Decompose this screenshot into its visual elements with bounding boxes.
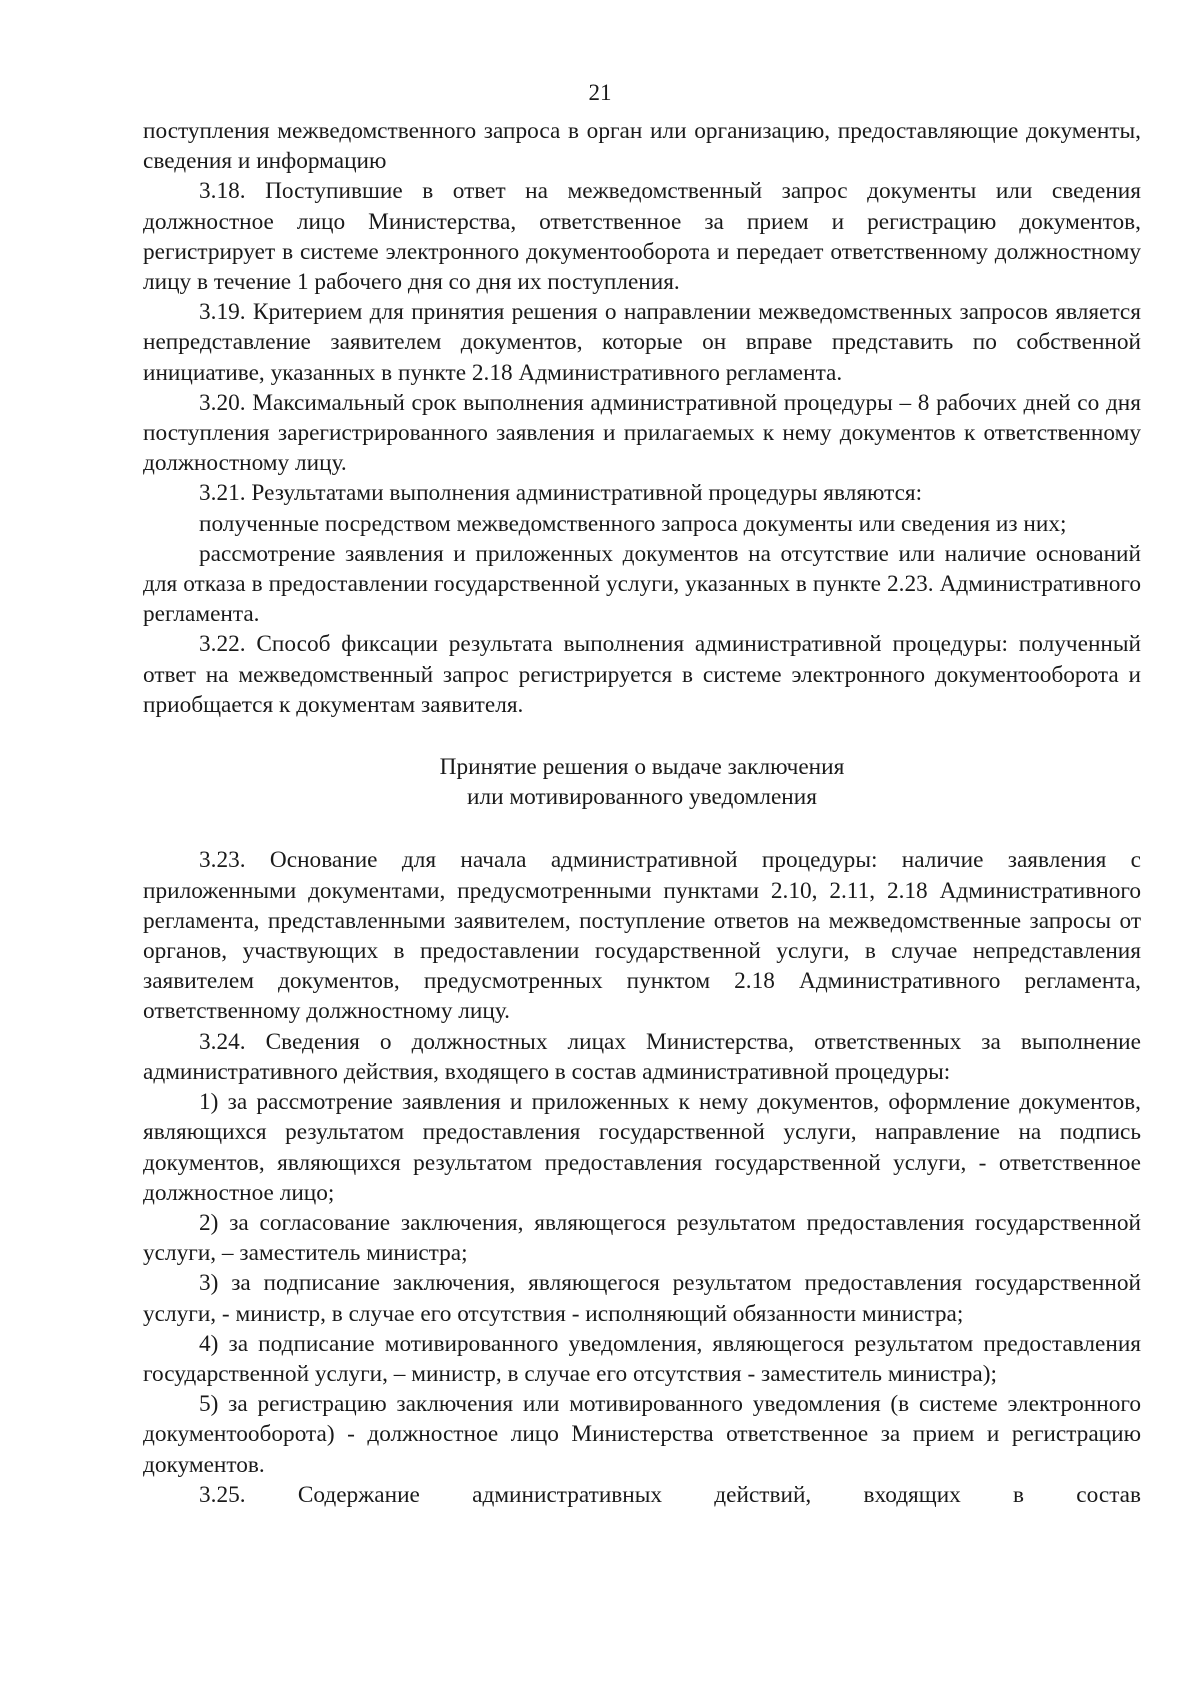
paragraph-3-18: 3.18. Поступившие в ответ на межведомственный запрос документы или сведения должностное лицо Министерства, ответственное за прием и регистрацию документов, регистрирует в системе электронного документооборота и передает ответственному должностному лицу в течение 1 рабочего дня со дня их поступления. (143, 178, 1141, 296)
document-body (143, 116, 1141, 1510)
paragraph-3-19: 3.19. Критерием для принятия решения о направлении межведомственных запросов является непредставление заявителем документов, которые он вправе представить по собственной инициативе, указанных в пункте 2.18 Административного регламента. (143, 299, 1141, 386)
paragraph-3-24-item-5: 5) за регистрацию заключения или мотивированного уведомления (в системе электронного документооборота) - должностное лицо Министерства ответственное за прием и регистрацию документов. (143, 1391, 1141, 1478)
paragraph-continuation: поступления межведомственного запроса в орган или организацию, предоставляющие документы, сведения и информацию (143, 118, 1141, 175)
section-heading-line-1: Принятие решения о выдаче заключения (439, 754, 845, 781)
paragraph-3-21: 3.21. Результатами выполнения административной процедуры являются: (199, 480, 923, 507)
paragraph-3-22: 3.22. Способ фиксации результата выполнения административной процедуры: полученный ответ на межведомственный запрос регистрируется в системе электронного документооборота и приобщается к документам заявителя. (143, 631, 1141, 718)
paragraph-3-23: 3.23. Основание для начала административной процедуры: наличие заявления с приложенными документами, предусмотренными пунктами 2.10, 2.11, 2.18 Административного регламента, представленными заявителем, поступление ответов на межведомственные запросы от органов, участвующих в предоставлении государственной услуги, в случае непредставления заявителем документов, предусмотренных пунктом 2.18 Административного регламента, ответственному должностному лицу. (143, 847, 1141, 1025)
paragraph-3-24-item-3: 3) за подписание заключения, являющегося результатом предоставления государственной услуги, - министр, в случае его отсутствия - исполняющий обязанности министра; (143, 1270, 1141, 1327)
section-heading-line-2: или мотивированного уведомления (467, 784, 817, 811)
paragraph-3-25: 3.25. Содержание административных действий, входящих в состав (199, 1481, 1141, 1508)
paragraph-3-24-item-4: 4) за подписание мотивированного уведомления, являющегося результатом предоставления государственной услуги, – министр, в случае его отсутствия - заместитель министра); (143, 1330, 1141, 1387)
paragraph-3-20: 3.20. Максимальный срок выполнения административной процедуры – 8 рабочих дней со дня поступления зарегистрированного заявления и прилагаемых к нему документов к ответственному должностному лицу. (143, 389, 1141, 477)
paragraph-3-24-item-2: 2) за согласование заключения, являющегося результатом предоставления государственной услуги, – заместитель министра; (143, 1209, 1141, 1267)
paragraph-3-21-item-2: рассмотрение заявления и приложенных документов на отсутствие или наличие оснований для отказа в предоставлении государственной услуги, указанных в пункте 2.23. Административного регламента. (143, 540, 1141, 628)
paragraph-3-21-item-1: полученные посредством межведомственного запроса документы или сведения из них; (199, 510, 1067, 537)
section-heading (143, 752, 1141, 812)
paragraph-3-24-item-1: 1) за рассмотрение заявления и приложенных к нему документов, оформление документов, являющихся результатом предоставления государственной услуги, направление на подпись документов, являющихся результатом предоставления государственной услуги, - ответственное должностное лицо; (143, 1089, 1141, 1206)
page-number: 21 (588, 80, 612, 105)
paragraph-3-24: 3.24. Сведения о должностных лицах Министерства, ответственных за выполнение административного действия, входящего в состав административной процедуры: (143, 1028, 1141, 1085)
